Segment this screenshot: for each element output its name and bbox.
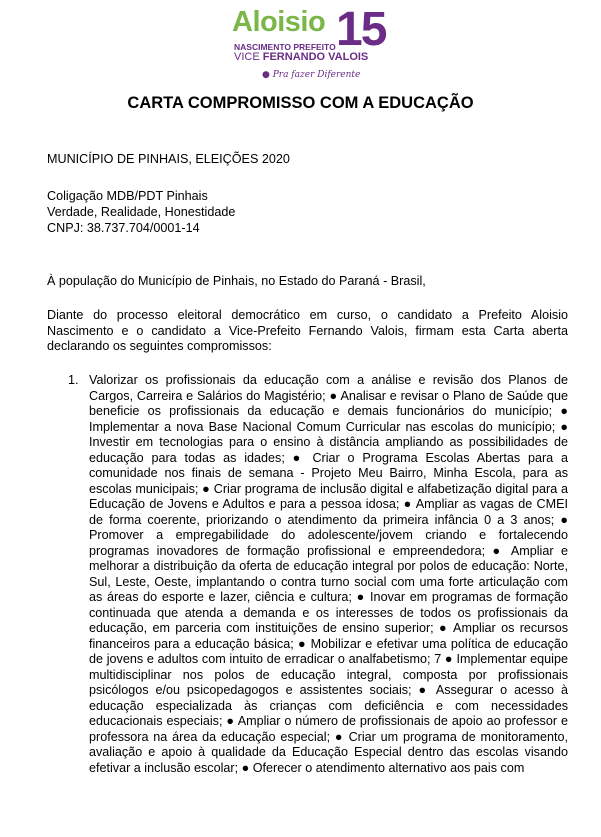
logo-slogan: ● Pra fazer Diferente: [262, 70, 361, 80]
document-title: CARTA COMPROMISSO COM A EDUCAÇÃO: [127, 94, 474, 112]
motto-line: Verdade, Realidade, Honestidade: [47, 205, 236, 219]
commitments-list: [47, 373, 568, 776]
list-item-text: Valorizar os profissionais da educação com a análise e revisão dos Planos de Cargos, Carreira e Salários do Magistério; ● Analisar e revisar o Plano de Saúde que beneficie os profissionais da educação e demais funcionários do município; ● Implementar a nova Base Nacional Comum Curricular nas escolas do município; ● Investir em tecnologias para o ensino à distância ampliando as possibilidades de educação para todas as idades; ● Criar o Programa Escolas Abertas para a comunidade nos finais de semana - Projeto Meu Bairro, Minha Escola, para as escolas municipais; ● Criar programa de inclusão digital e alfabetização digital para a Educação de Jovens e Adultos e para a pessoa idosa; ● Ampliar as vagas de CMEI de forma coerente, priorizando o atendimento da primeira infância 0 a 3 anos; ● Promover a empregabilidade do adolescente/jovem criando e fortalecendo programas inovadores de formação profissional e empreendedora; ● Ampliar e melhorar a distribuição da oferta de educação integral por polos de educação: Norte, Sul, Leste, Oeste, implantando o contra turno social com uma forte articulação com as áreas do esporte e lazer, ciência e cultura; ● Inovar em programas de formação continuada que atenda a demanda e os interesses de todos os profissionais da educação, em parceria com instituições de ensino superior; ● Ampliar os recursos financeiros para a educação básica; ● Mobilizar e efetivar uma política de educação de jovens e adultos com intuito de erradicar o analfabetismo; 7 ● Implementar equipe multidisciplinar nos polos de educação integral, composta por profissionais psicólogos e/ou psicopedagogos e assistentes sociais; ● Assegurar o acesso à educação especializada às crianças com deficiência e com necessidades educacionais especiais; ● Ampliar o número de profissionais de apoio ao professor e professora na área da educação especial; ● Criar um programa de monitoramento, avaliação e apoio à qualidade da Educação Especial dentro das escolas visando efetivar a inclusão escolar; ● Oferecer o atendimento alternativo aos pais com: [89, 373, 568, 775]
logo-vice: [234, 51, 368, 63]
municipality-line: MUNICÍPIO DE PINHAIS, ELEIÇÕES 2020: [47, 152, 290, 166]
campaign-logo: [232, 3, 386, 86]
logo-vice-name: FERNANDO VALOIS: [262, 51, 369, 63]
logo-slogan-text: Pra fazer Diferente: [272, 70, 361, 80]
logo-vice-prefix: VICE: [234, 51, 260, 63]
logo-name: Aloisio: [232, 6, 326, 38]
greeting-paragraph: À população do Município de Pinhais, no Estado do Paraná - Brasil,: [47, 274, 426, 288]
logo-number: 15: [336, 3, 386, 56]
coalition-line: Coligação MDB/PDT Pinhais: [47, 189, 208, 203]
cnpj-line: CNPJ: 38.737.704/0001-14: [47, 221, 200, 235]
logo-subtitle: NASCIMENTO PREFEITO: [234, 42, 336, 52]
list-item: [47, 373, 568, 776]
list-item-number: 1.: [68, 373, 79, 387]
intro-paragraph: Diante do processo eleitoral democrático em curso, o candidato a Prefeito Aloisio Nascimento e o candidato a Vice-Prefeito Fernando Valois, firmam esta Carta aberta declarando os seguintes compromissos:: [47, 308, 568, 353]
